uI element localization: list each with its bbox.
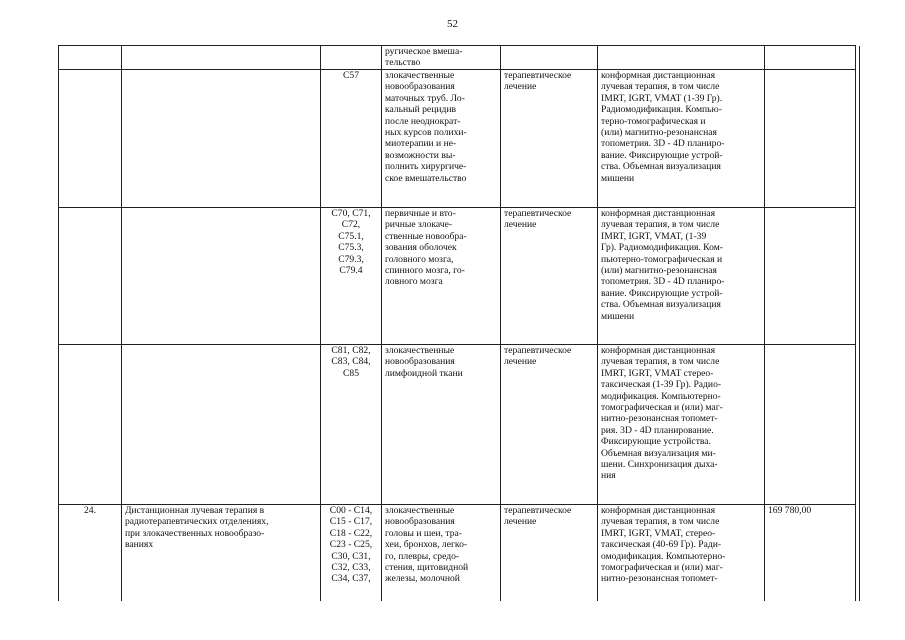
page-number: 52 [447, 18, 458, 30]
row-number-cell [59, 46, 122, 70]
treatment-method-cell: конформная дистанционная лучевая терапия, в том числе IMRT, IGRT, VMAT стерео- таксическая (1-39 Гр). Радио- модификация. Компьютерно- томографическая и (или) маг- нитно-резонансная топомет- рия. 3D - 4D планирование. Фиксирующие устройства. Объемная визуализация ми- шени. Синхронизация дыха- ния [598, 345, 765, 505]
patient-model-cell: первичные и вто- ричные злокаче- ственные новообра- зования оболочек головного мозга, спинного мозга, го- ловного мозга [382, 208, 501, 345]
row-number-cell [59, 345, 122, 505]
cost-cell [765, 70, 856, 208]
treatment-method-cell [598, 46, 765, 70]
icd-codes-cell: C70, C71, C72, C75.1, C75.3, C79.3, C79.4 [321, 208, 382, 345]
row-number-cell: 24. [59, 505, 122, 602]
care-type-cell: Дистанционная лучевая терапия в радиотерапевтических отделениях, при злокачественных новообразо- ваниях [122, 505, 321, 602]
cost-cell [765, 208, 856, 345]
row-number-cell [59, 208, 122, 345]
care-type-cell [122, 70, 321, 208]
cost-cell [765, 46, 856, 70]
icd-codes-cell [321, 46, 382, 70]
table-row [59, 505, 860, 602]
patient-model-cell: злокачественные новообразования головы и шеи, тра- хеи, бронхов, легко- го, плевры, средо- стения, щитовидной железы, молочной [382, 505, 501, 602]
table-row [59, 345, 860, 505]
treatment-method-cell: конформная дистанционная лучевая терапия, в том числе IMRT, IGRT, VMAT, (1-39 Гр). Радиомодификация. Ком- пьютерно-томографическая и (или) магнитно-резонансная топометрия. 3D - 4D планиро- вание. Фиксирующие устрой- ства. Объемная визуализация мишени [598, 208, 765, 345]
treatment-type-cell: терапевтическое лечение [501, 70, 598, 208]
row-number-cell [59, 70, 122, 208]
treatment-type-cell: терапевтическое лечение [501, 208, 598, 345]
icd-codes-cell: C81, C82, C83, C84, C85 [321, 345, 382, 505]
treatment-method-cell: конформная дистанционная лучевая терапия, в том числе IMRT, IGRT, VMAT (1-39 Гр). Радиомодификация. Компью- терно-томографическая и (или) магнитно-резонансная топометрия. 3D - 4D планиро- вание. Фиксирующие устрой- ства. Объемная визуализация мишени [598, 70, 765, 208]
cost-cell [765, 345, 856, 505]
care-type-cell [122, 345, 321, 505]
patient-model-cell: ругическое вмеша- тельство [382, 46, 501, 70]
care-type-cell [122, 46, 321, 70]
table-edge [856, 505, 860, 602]
table-edge [856, 46, 860, 70]
table-edge [856, 208, 860, 345]
treatment-method-cell: конформная дистанционная лучевая терапия, в том числе IMRT, IGRT, VMAT, стерео- таксическая (40-69 Гр). Ради- омодификация. Компьютерно- томографическая и (или) маг- нитно-резонансная топомет- [598, 505, 765, 602]
table-edge [856, 70, 860, 208]
table-row [59, 46, 860, 70]
treatment-type-cell [501, 46, 598, 70]
cost-cell: 169 780,00 [765, 505, 856, 602]
table-row [59, 208, 860, 345]
patient-model-cell: злокачественные новообразования маточных труб. Ло- кальный рецидив после неоднократ- ных курсов полихи- миотерапии и не- возможности вы- полнить хирургиче- ское вмешательство [382, 70, 501, 208]
table-edge [856, 345, 860, 505]
icd-codes-cell: C00 - C14, C15 - C17, C18 - C22, C23 - C25, C30, C31, C32, C33, C34, C37, [321, 505, 382, 602]
table-row [59, 70, 860, 208]
patient-model-cell: злокачественные новообразования лимфоидной ткани [382, 345, 501, 505]
treatment-type-cell: терапевтическое лечение [501, 505, 598, 602]
document-table [58, 45, 860, 601]
icd-codes-cell: C57 [321, 70, 382, 208]
treatment-type-cell: терапевтическое лечение [501, 345, 598, 505]
care-type-cell [122, 208, 321, 345]
